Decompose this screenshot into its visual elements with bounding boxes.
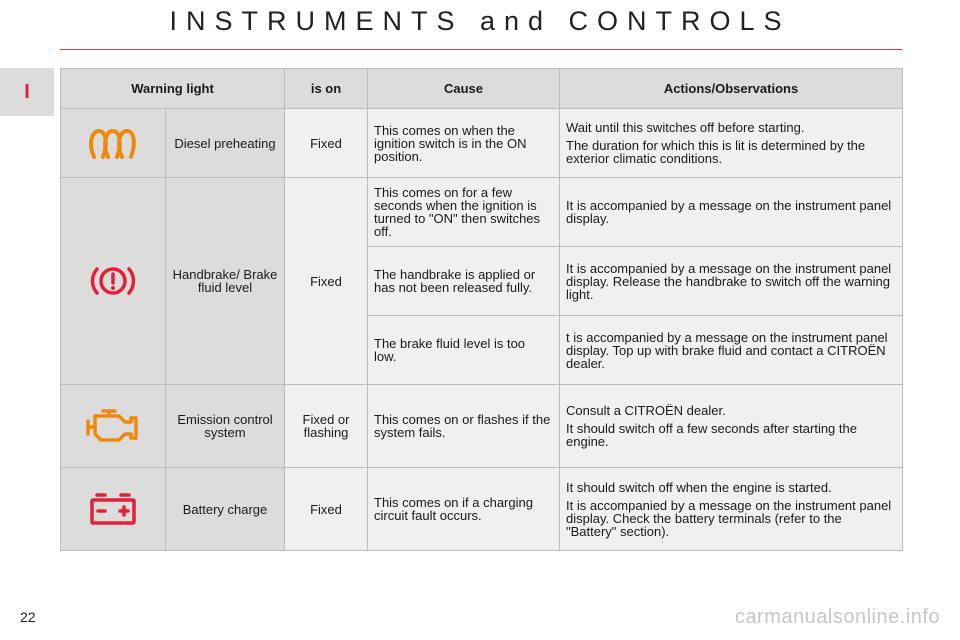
action-text: It is accompanied by a message on the instrument panel display. Check the battery terminals (refer to the "Battery" section). [566, 497, 892, 539]
icon-cell [61, 385, 166, 468]
table-header-row [61, 69, 903, 109]
is-on-value: Fixed or flashing [285, 385, 368, 468]
header-warning-light: Warning light [61, 69, 285, 109]
is-on-value: Fixed [285, 468, 368, 551]
table-row [61, 178, 903, 247]
section-tab [0, 68, 54, 116]
cause-text: This comes on or flashes if the system fails. [368, 385, 560, 468]
brake-warning-icon [90, 261, 136, 301]
action-text: t is accompanied by a message on the instrument panel display. Top up with brake fluid and contact a CITROËN dealer. [566, 329, 888, 371]
warning-lights-table [60, 68, 903, 551]
action-text: It is accompanied by a message on the instrument panel display. Release the handbrake to switch off the warning light. [566, 260, 892, 302]
header-cause: Cause [368, 69, 560, 109]
warning-name: Diesel preheating [166, 109, 285, 178]
icon-cell [61, 468, 166, 551]
action-text: It should switch off when the engine is started. [566, 479, 832, 495]
table-row [61, 468, 903, 551]
engine-icon [85, 406, 141, 446]
icon-cell [61, 109, 166, 178]
actions-cell [560, 178, 903, 247]
cause-text: This comes on when the ignition switch is in the ON position. [368, 109, 560, 178]
cause-text: The handbrake is applied or has not been released fully. [368, 247, 560, 316]
actions-cell [560, 247, 903, 316]
icon-cell [61, 178, 166, 385]
action-text: It is accompanied by a message on the instrument panel display. [566, 198, 892, 226]
table-row [61, 385, 903, 468]
header-actions: Actions/Observations [560, 69, 903, 109]
action-text: The duration for which this is lit is determined by the exterior climatic conditions. [566, 138, 866, 166]
battery-icon [88, 491, 138, 527]
table-row [61, 109, 903, 178]
page-title: INSTRUMENTS and CONTROLS [169, 6, 791, 36]
is-on-value: Fixed [285, 109, 368, 178]
action-text: Consult a CITROËN dealer. [566, 403, 726, 418]
title-divider [60, 49, 902, 50]
warning-name: Handbrake/ Brake fluid level [166, 178, 285, 385]
cause-text: The brake fluid level is too low. [368, 316, 560, 385]
cause-text: This comes on if a charging circuit fault occurs. [368, 468, 560, 551]
is-on-value: Fixed [285, 178, 368, 385]
warning-name: Battery charge [166, 468, 285, 551]
actions-cell [560, 385, 903, 468]
warning-name: Emission control system [166, 385, 285, 468]
cause-text: This comes on for a few seconds when the ignition is turned to "ON" then switches off. [368, 178, 560, 247]
header-is-on: is on [285, 69, 368, 109]
actions-cell [560, 316, 903, 385]
actions-cell [560, 109, 903, 178]
watermark: carmanualsonline.info [734, 606, 940, 628]
action-text: It should switch off a few seconds after starting the engine. [566, 421, 857, 449]
action-text: Wait until this switches off before starting. [566, 120, 805, 135]
section-tab-label: I [24, 80, 30, 103]
glow-plug-icon [86, 123, 140, 163]
actions-cell [560, 468, 903, 551]
page-number: 22 [20, 609, 36, 625]
